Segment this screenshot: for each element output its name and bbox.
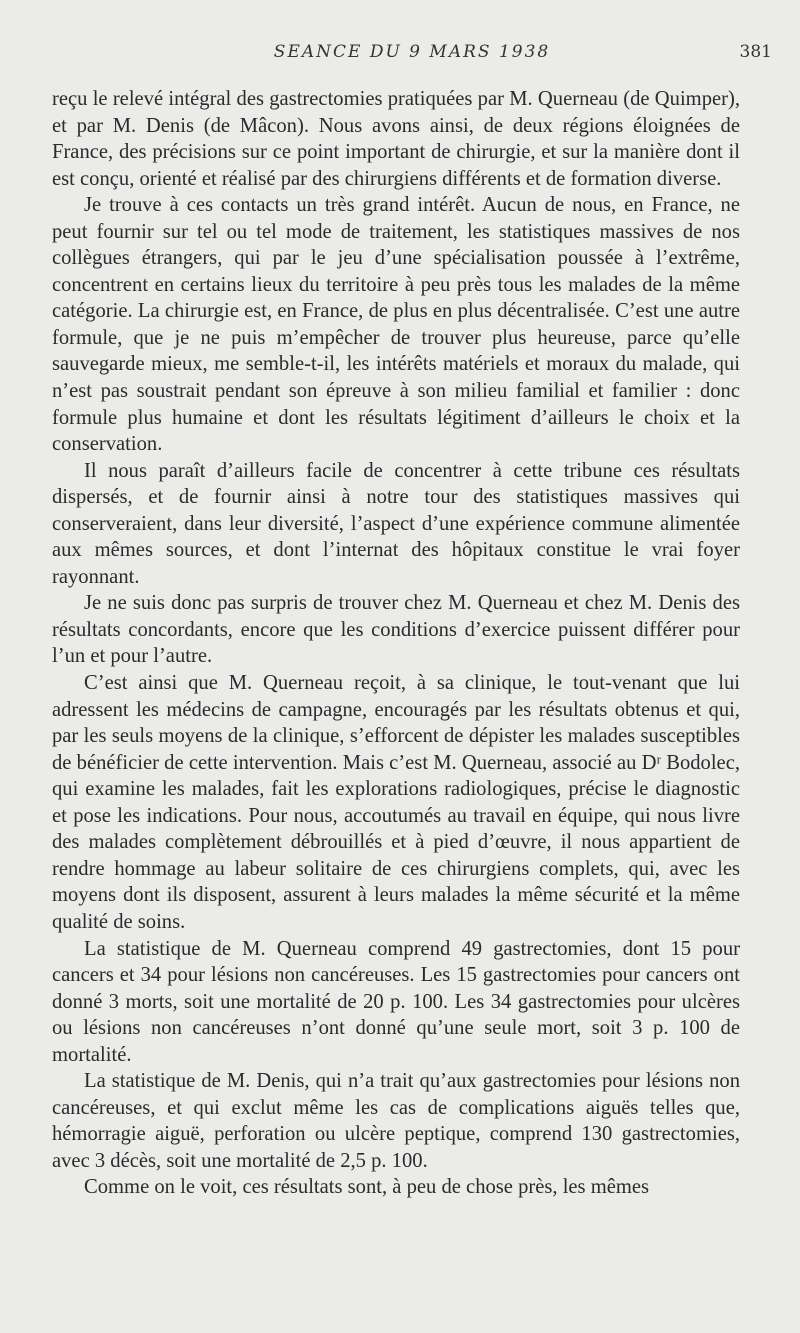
running-header <box>52 42 772 66</box>
page-number: 381 <box>739 42 772 62</box>
paragraph: Je trouve à ces contacts un très grand intérêt. Aucun de nous, en France, ne peut fournir sur tel ou tel mode de traitement, les statistiques massives de nos collègues étrangers, qui par le jeu d’une spécialisation poussée à l’extrême, concentrent en certains lieux du territoire à peu près tous les malades de la même catégorie. La chirurgie est, en France, de plus en plus décentralisée. C’est une autre formule, que je ne puis m’empêcher de trouver plus heureuse, parce qu’elle sauvegarde mieux, me semble-t-il, les intérêts matériels et moraux du malade, qui n’est pas soustrait pendant son épreuve à son milieu familial et familier : donc formule plus humaine et dont les résultats légitiment d’ailleurs le choix et la conservation. <box>52 194 740 456</box>
paragraph: Je ne suis donc pas surpris de trouver chez M. Querneau et chez M. Denis des résultats concordants, encore que les conditions d’exercice puissent différer pour l’un et pour l’autre. <box>52 592 740 668</box>
paragraph: reçu le relevé intégral des gastrectomies pratiquées par M. Querneau (de Quimper), et par M. Denis (de Mâcon). Nous avons ainsi, de deux régions éloignées de France, des précisions sur ce point important de chirurgie, et sur la manière dont il est conçu, orienté et réalisé par des chirurgiens différents et de formation diverse. <box>52 88 740 190</box>
paragraph: La statistique de M. Querneau comprend 49 gastrectomies, dont 15 pour cancers et 34 pour lésions non cancéreuses. Les 15 gastrectomies pour cancers ont donné 3 morts, soit une mortalité de 20 p. 100. Les 34 gastrectomies pour ulcères ou lésions non cancéreuses n’ont donné qu’une seule mort, soit 3 p. 100 de mortalité. <box>52 937 740 1066</box>
body-text <box>52 86 740 1201</box>
paragraph: Il nous paraît d’ailleurs facile de concentrer à cette tribune ces résultats dispersés, et de fournir ainsi à notre tour des statistiques massives qui conserveraient, dans leur diversité, l’aspect d’une expérience commune alimentée aux mêmes sources, et dont l’internat des hôpitaux constitue le vrai foyer rayonnant. <box>52 459 740 588</box>
paragraph: C’est ainsi que M. Querneau reçoit, à sa clinique, le tout-venant que lui adressent les médecins de campagne, encouragés par les résultats obtenus et qui, par les seuls moyens de la clinique, s’efforcent de dépister les malades susceptibles de bénéficier de cette intervention. Mais c’est M. Querneau, associé au Dʳ Bodolec, qui examine les malades, fait les explorations radiologiques, précise le diagnostic et pose les indications. Pour nous, accoutumés au travail en équipe, qui nous livre des malades complètement débrouillés et à pied d’œuvre, il nous appartient de rendre hommage au labeur solitaire de ces chirurgiens complets, qui, avec les moyens dont ils disposent, assurent à leurs malades la même sécurité et la même qualité de soins. <box>52 672 740 933</box>
paragraph: Comme on le voit, ces résultats sont, à peu de chose près, les mêmes <box>84 1176 650 1199</box>
running-title: SEANCE DU 9 MARS 1938 <box>273 42 551 62</box>
paragraph: La statistique de M. Denis, qui n’a trait qu’aux gastrectomies pour lésions non cancéreuses, et qui exclut même les cas de complications aiguës telles que, hémorragie aiguë, perforation ou ulcère peptique, comprend 130 gastrectomies, avec 3 décès, soit une mortalité de 2,5 p. 100. <box>52 1070 740 1172</box>
